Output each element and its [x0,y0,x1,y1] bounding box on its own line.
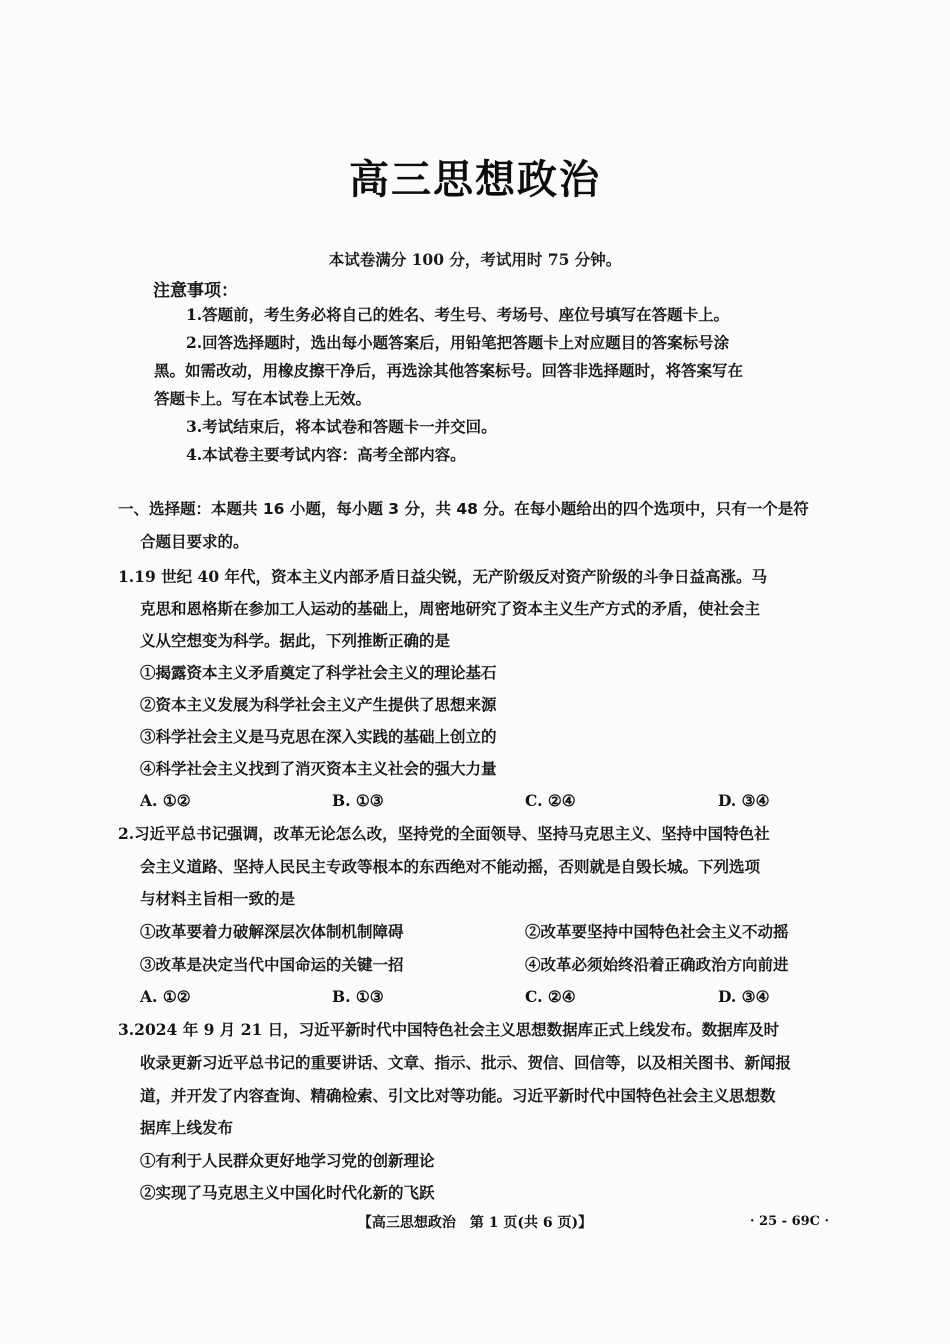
q2-item-3: ③改革是决定当代中国命运的关键一招 [140,955,404,974]
q3-item-2: ②实现了马克思主义中国化时代化新的飞跃 [140,1183,435,1202]
q2-item-2: ②改革要坚持中国特色社会主义不动摇 [525,922,789,941]
q2-stem-2: 会主义道路、坚持人民民主专政等根本的东西绝对不能动摇，否则就是自毁长城。下列选项 [140,857,761,876]
section-heading-cont: 合题目要求的。 [140,533,249,551]
page-title: 高三思想政治 [349,157,601,203]
q1-choice-c: C. ②④ [525,791,576,810]
q1-stem-1: 1.19 世纪 40 年代，资本主义内部矛盾日益尖锐，无产阶级反对资产阶级的斗争日益高涨。马 [118,567,768,586]
exam-info: 本试卷满分 100 分，考试用时 75 分钟。 [328,250,622,269]
notes-heading: 注意事项： [153,281,238,301]
note-line-6: 4.本试卷主要考试内容：高考全部内容。 [186,445,466,464]
note-line-2: 2.回答选择题时，选出每小题答案后，用铅笔把答题卡上对应题目的答案标号涂 [186,333,730,352]
page-footer: 【高三思想政治 第 1 页(共 6 页)】 [357,1215,593,1231]
q1-item-4: ④科学社会主义找到了消灭资本主义社会的强大力量 [140,759,497,778]
q3-stem-4: 据库上线发布 [140,1118,234,1137]
q1-item-3: ③科学社会主义是马克思在深入实践的基础上创立的 [140,727,497,746]
q3-item-1: ①有利于人民群众更好地学习党的创新理论 [140,1151,435,1170]
note-line-3: 黑。如需改动，用橡皮擦干净后，再选涂其他答案标号。回答非选择题时，将答案写在 [154,361,744,380]
q2-stem-1: 2.习近平总书记强调，改革无论怎么改，坚持党的全面领导、坚持马克思主义、坚持中国特色社 [118,824,770,843]
q1-choice-a: A. ①② [140,791,191,810]
paper-code: · 25 - 69C · [750,1214,830,1229]
q3-stem-1: 3.2024 年 9 月 21 日，习近平新时代中国特色社会主义思想数据库正式上线发布。数据库及时 [118,1020,780,1039]
q1-stem-2: 克思和恩格斯在参加工人运动的基础上，周密地研究了资本主义生产方式的矛盾，使社会主 [140,599,761,618]
note-line-5: 3.考试结束后，将本试卷和答题卡一并交回。 [186,417,497,436]
q3-stem-2: 收录更新习近平总书记的重要讲话、文章、指示、批示、贺信、回信等，以及相关图书、新闻报 [140,1053,792,1072]
q1-item-1: ①揭露资本主义矛盾奠定了科学社会主义的理论基石 [140,663,497,682]
q2-stem-3: 与材料主旨相一致的是 [140,889,296,908]
section-heading: 一、选择题：本题共 16 小题，每小题 3 分，共 48 分。在每小题给出的四个选项中，只有一个是符 [118,500,809,518]
q3-stem-3: 道，并开发了内容查询、精确检索、引文比对等功能。习近平新时代中国特色社会主义思想数 [140,1086,776,1105]
q2-choice-c: C. ②④ [525,987,576,1006]
q2-item-4: ④改革必须始终沿着正确政治方向前进 [525,955,789,974]
q1-choice-b: B. ①③ [332,791,384,810]
q1-stem-3: 义从空想变为科学。据此，下列推断正确的是 [140,631,451,650]
q1-choice-d: D. ③④ [718,791,770,810]
q1-item-2: ②资本主义发展为科学社会主义产生提供了思想来源 [140,695,497,714]
q2-choice-b: B. ①③ [332,987,384,1006]
note-line-1: 1.答题前，考生务必将自己的姓名、考生号、考场号、座位号填写在答题卡上。 [186,305,730,324]
q2-item-1: ①改革要着力破解深层次体制机制障碍 [140,922,404,941]
q2-choice-a: A. ①② [140,987,191,1006]
q2-choice-d: D. ③④ [718,987,770,1006]
note-line-4: 答题卡上。写在本试卷上无效。 [154,389,372,408]
